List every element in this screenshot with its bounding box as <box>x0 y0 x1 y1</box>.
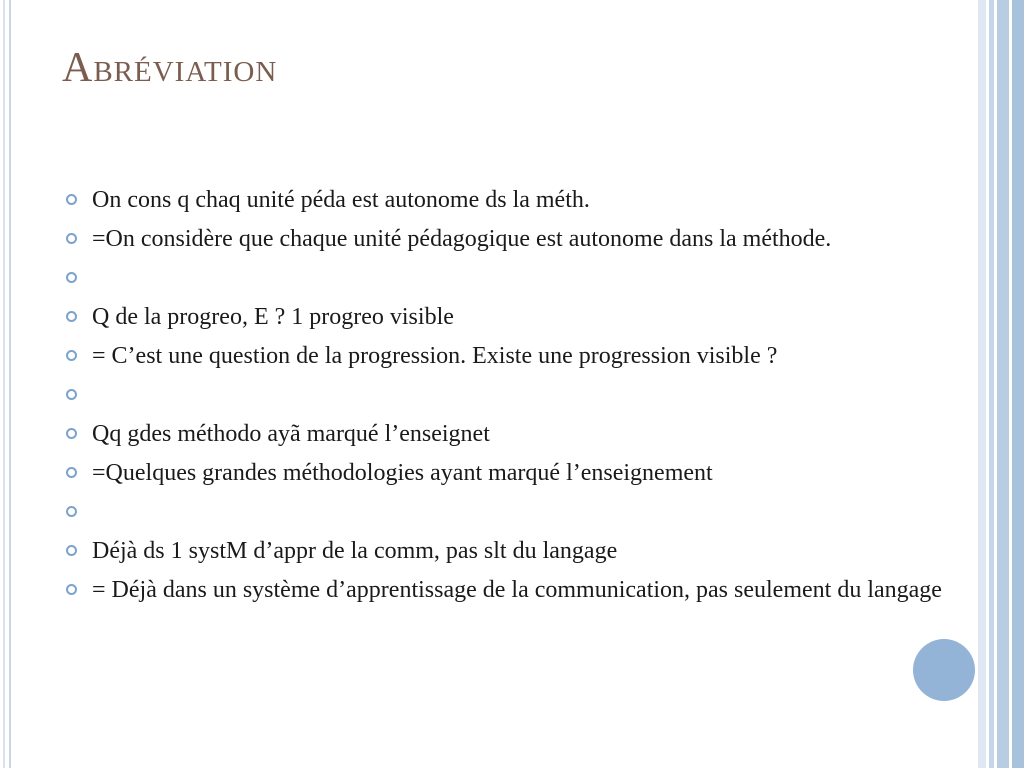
circle-accent-decoration <box>913 639 975 701</box>
bullet-text: = Déjà dans un système d’apprentissage de la communication, pas seulement du langage <box>92 577 942 603</box>
bullet-text: Qq gdes méthodo ayã marqué l’enseignet <box>92 421 490 447</box>
bullet-item-empty <box>64 263 944 293</box>
bullet-text: Déjà ds 1 systM d’appr de la comm, pas slt du langage <box>92 538 618 564</box>
right-stripe-decoration <box>978 0 986 768</box>
bullet-item <box>64 536 944 566</box>
bullet-text: On cons q chaq unité péda est autonome ds la méth. <box>92 187 590 213</box>
bullet-item <box>64 302 944 332</box>
bullet-item <box>64 341 944 371</box>
slide-title: Abréviation <box>62 45 278 91</box>
bullet-item-empty <box>64 497 944 527</box>
bullet-item <box>64 575 944 605</box>
bullet-ring-icon <box>66 428 77 439</box>
bullet-ring-icon <box>66 506 77 517</box>
bullet-item <box>64 185 944 215</box>
bullet-ring-icon <box>66 311 77 322</box>
bullet-item <box>64 419 944 449</box>
bullet-list <box>64 185 944 614</box>
bullet-ring-icon <box>66 584 77 595</box>
bullet-ring-icon <box>66 545 77 556</box>
bullet-item <box>64 458 944 488</box>
left-edge-decoration <box>0 0 11 768</box>
bullet-ring-icon <box>66 350 77 361</box>
bullet-item-empty <box>64 380 944 410</box>
bullet-item <box>64 224 944 254</box>
right-stripe-decoration <box>1012 0 1024 768</box>
bullet-text: Q de la progreo, E ? 1 progreo visible <box>92 304 454 330</box>
bullet-text: =Quelques grandes méthodologies ayant marqué l’enseignement <box>92 460 713 486</box>
bullet-text: =On considère que chaque unité pédagogique est autonome dans la méthode. <box>92 226 832 252</box>
bullet-text: = C’est une question de la progression. Existe une progression visible ? <box>92 343 778 369</box>
bullet-ring-icon <box>66 467 77 478</box>
bullet-ring-icon <box>66 194 77 205</box>
right-stripe-decoration <box>997 0 1009 768</box>
bullet-ring-icon <box>66 389 77 400</box>
bullet-ring-icon <box>66 233 77 244</box>
bullet-ring-icon <box>66 272 77 283</box>
